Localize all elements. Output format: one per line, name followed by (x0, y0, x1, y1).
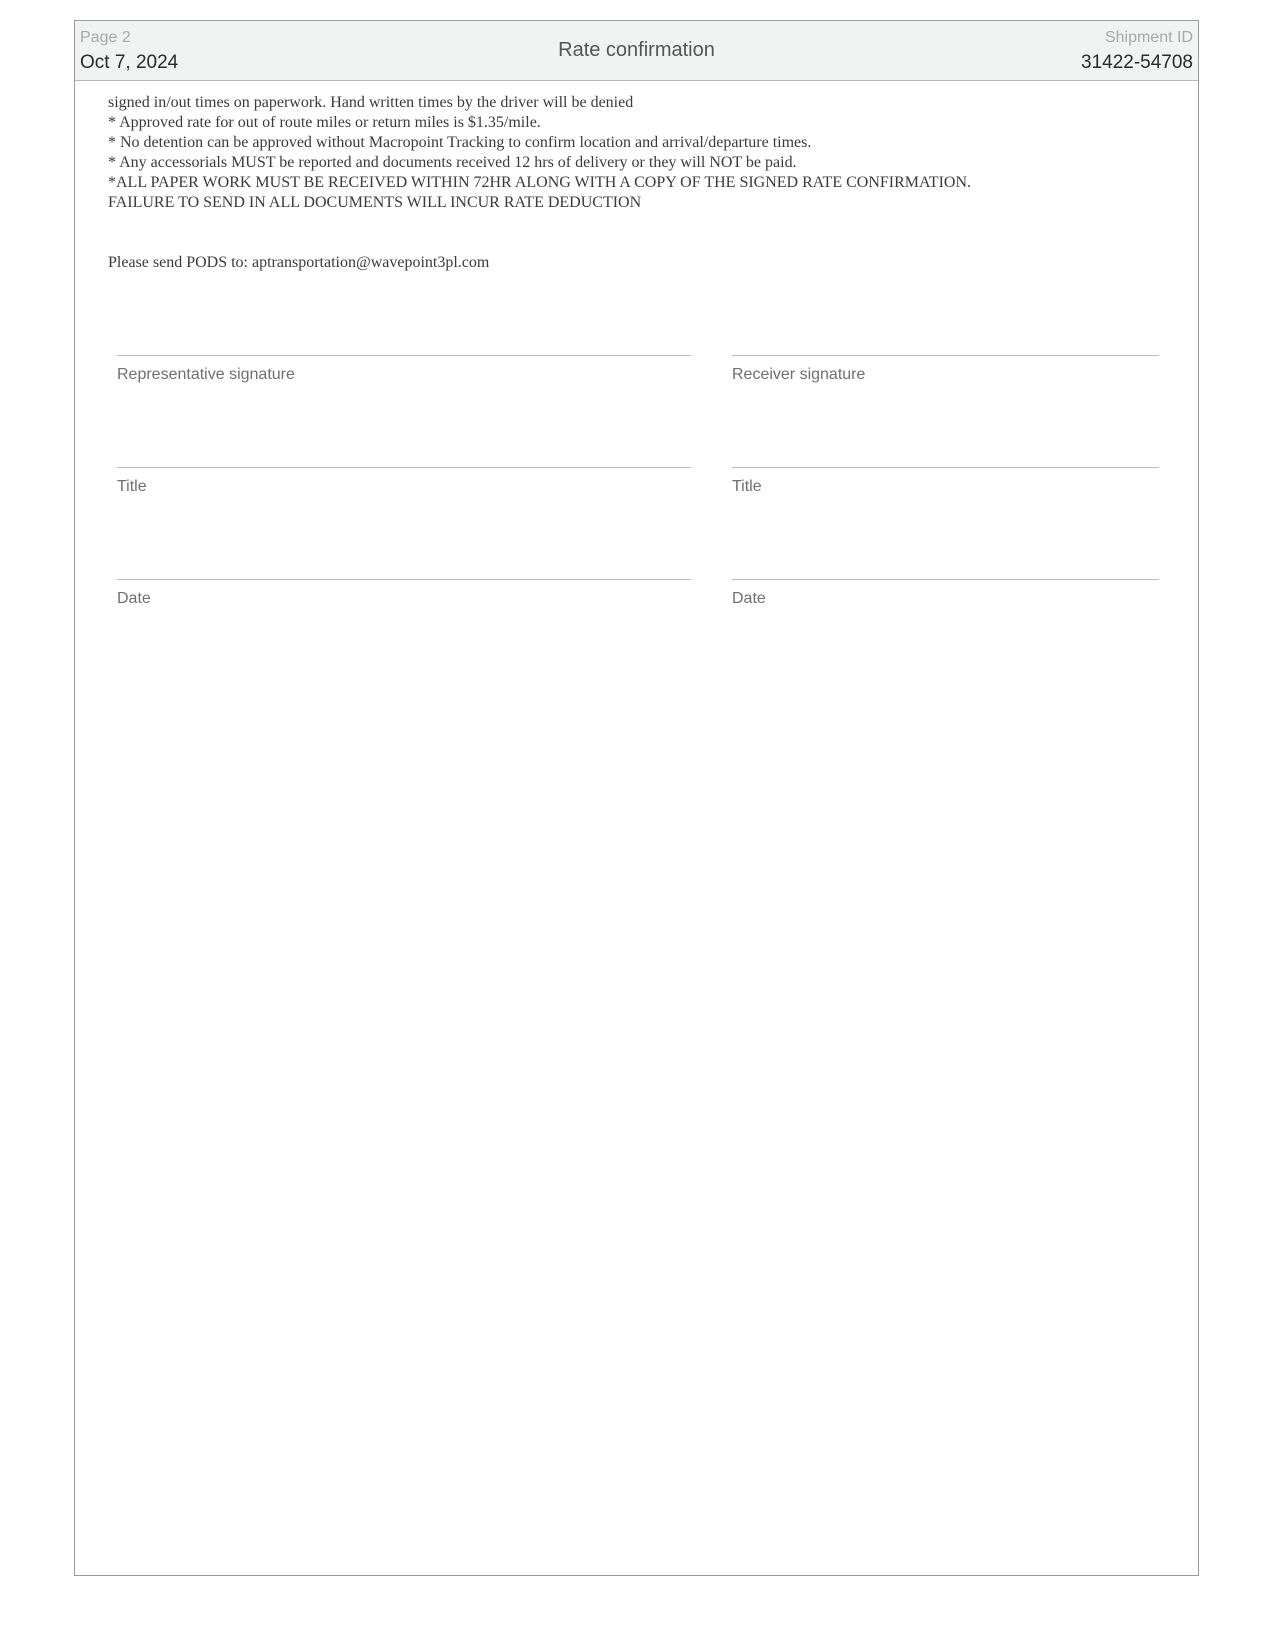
receiver-date-line[interactable] (732, 579, 1159, 580)
document-title: Rate confirmation (558, 39, 715, 61)
representative-signature-label: Representative signature (117, 366, 295, 383)
page-number: Page 2 (80, 29, 131, 46)
representative-title-label: Title (117, 478, 147, 495)
document-date: Oct 7, 2024 (80, 52, 179, 73)
terms-line: signed in/out times on paperwork. Hand written times by the driver will be denied (108, 94, 634, 111)
representative-signature-line[interactable] (117, 355, 691, 356)
document-page (74, 20, 1199, 1576)
terms-line: FAILURE TO SEND IN ALL DOCUMENTS WILL INCUR RATE DEDUCTION (108, 194, 642, 211)
pods-note: Please send PODS to: aptransportation@wavepoint3pl.com (108, 254, 490, 271)
representative-date-label: Date (117, 590, 151, 607)
terms-line: * Any accessorials MUST be reported and documents received 12 hrs of delivery or they will NOT be paid. (108, 154, 797, 171)
representative-title-line[interactable] (117, 467, 691, 468)
representative-date-line[interactable] (117, 579, 691, 580)
page-header (75, 21, 1198, 81)
terms-line: *ALL PAPER WORK MUST BE RECEIVED WITHIN 72HR ALONG WITH A COPY OF THE SIGNED RATE CONFIRMATION. (108, 174, 971, 191)
receiver-title-line[interactable] (732, 467, 1159, 468)
receiver-date-label: Date (732, 590, 766, 607)
terms-block (108, 93, 1168, 213)
receiver-signature-line[interactable] (732, 355, 1159, 356)
receiver-signature-label: Receiver signature (732, 366, 866, 383)
terms-line: * Approved rate for out of route miles or return miles is $1.35/mile. (108, 114, 541, 131)
shipment-id-value: 31422-54708 (1081, 52, 1193, 73)
shipment-id-label: Shipment ID (1104, 29, 1193, 46)
receiver-title-label: Title (732, 478, 762, 495)
terms-line: * No detention can be approved without Macropoint Tracking to confirm location and arrival/departure times. (108, 134, 812, 151)
